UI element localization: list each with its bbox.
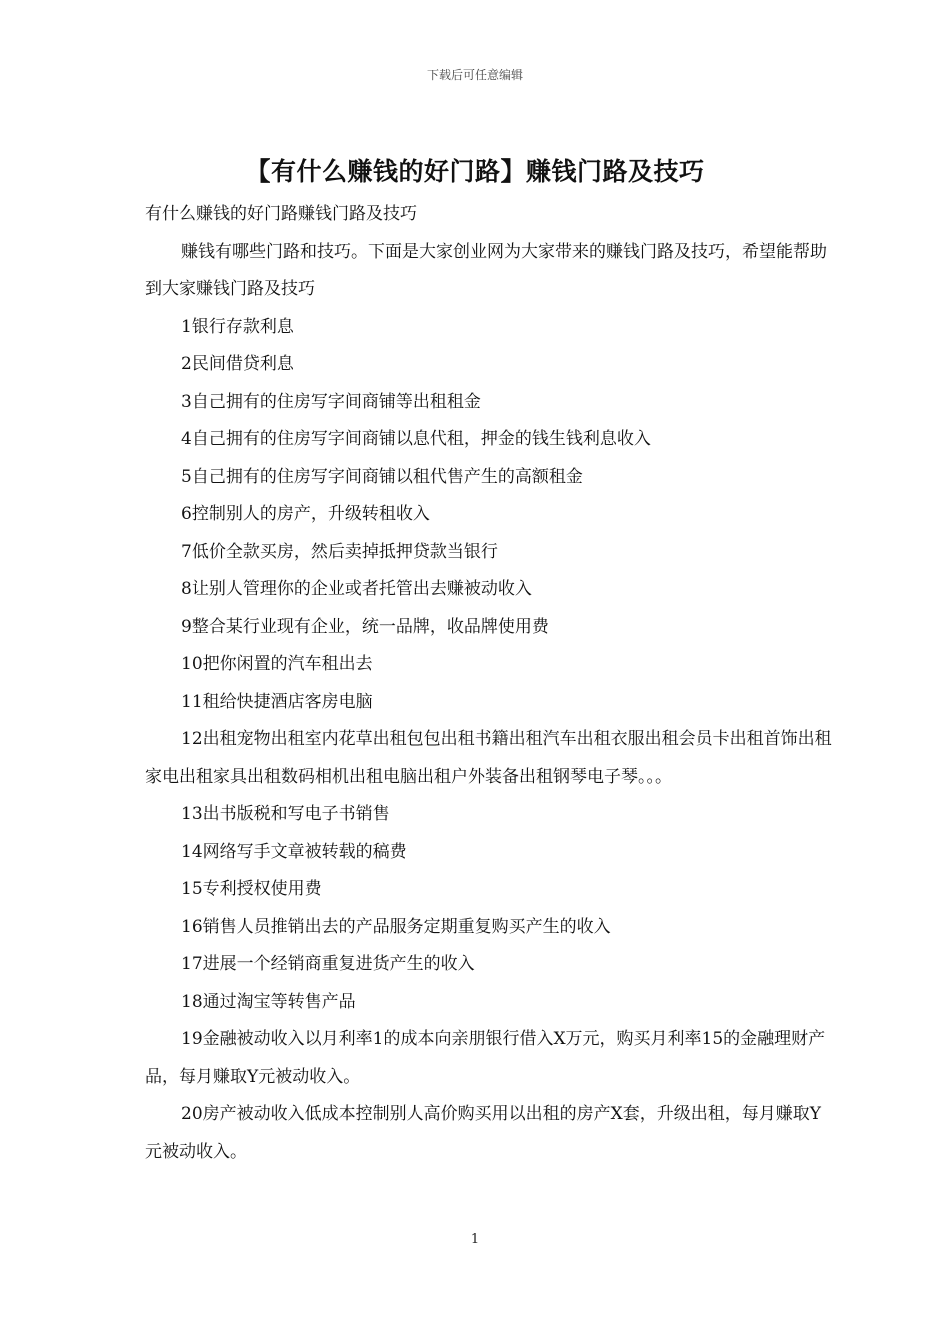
list-item: 6控制别人的房产，升级转租收入 — [181, 504, 430, 524]
list-item: 4自己拥有的住房写字间商铺以息代租，押金的钱生钱利息收入 — [181, 429, 651, 449]
list-item: 5自己拥有的住房写字间商铺以租代售产生的高额租金 — [181, 466, 583, 487]
list-item: 18通过淘宝等转售产品 — [181, 991, 356, 1012]
list-item: 20房产被动收入低成本控制别人高价购买用以出租的房产X套，升级出租，每月赚取Y元被动收入。 — [145, 1104, 821, 1162]
list-item: 2民间借贷利息 — [181, 354, 294, 374]
list-item: 10把你闲置的汽车租出去 — [181, 654, 373, 674]
intro-paragraph: 赚钱有哪些门路和技巧。下面是大家创业网为大家带来的赚钱门路及技巧，希望能帮助到大家赚钱门路及技巧 — [145, 241, 827, 299]
list-item: 15专利授权使用费 — [181, 879, 322, 899]
page-header: 下载后可任意编辑 — [426, 68, 523, 82]
list-item: 16销售人员推销出去的产品服务定期重复购买产生的收入 — [181, 916, 611, 937]
list-item: 17进展一个经销商重复进货产生的收入 — [181, 954, 475, 974]
list-item: 7低价全款买房，然后卖掉抵押贷款当银行 — [181, 541, 498, 562]
document-title: 【有什么赚钱的好门路】赚钱门路及技巧 — [245, 157, 705, 186]
list-item: 9整合某行业现有企业，统一品牌，收品牌使用费 — [181, 616, 549, 637]
document-subtitle: 有什么赚钱的好门路赚钱门路及技巧 — [145, 204, 417, 224]
document-body — [145, 196, 835, 1171]
list-item: 11租给快捷酒店客房电脑 — [181, 691, 373, 712]
list-item: 3自己拥有的住房写字间商铺等出租租金 — [181, 391, 481, 412]
list-item: 13出书版税和写电子书销售 — [181, 804, 390, 824]
list-item: 8让别人管理你的企业或者托管出去赚被动收入 — [181, 579, 532, 599]
list-item: 19金融被动收入以月利率1的成本向亲朋银行借入X万元，购买月利率15的金融理财产品，每月赚取Y元被动收入。 — [145, 1029, 826, 1087]
page-number: 1 — [470, 1232, 480, 1247]
list-item: 12出租宠物出租室内花草出租包包出租书籍出租汽车出租衣服出租会员卡出租首饰出租家电出租家具出租数码相机出租电脑出租户外装备出租钢琴电子琴。。。 — [145, 729, 832, 787]
list-item: 1银行存款利息 — [181, 316, 294, 337]
list-item: 14网络写手文章被转载的稿费 — [181, 841, 407, 862]
